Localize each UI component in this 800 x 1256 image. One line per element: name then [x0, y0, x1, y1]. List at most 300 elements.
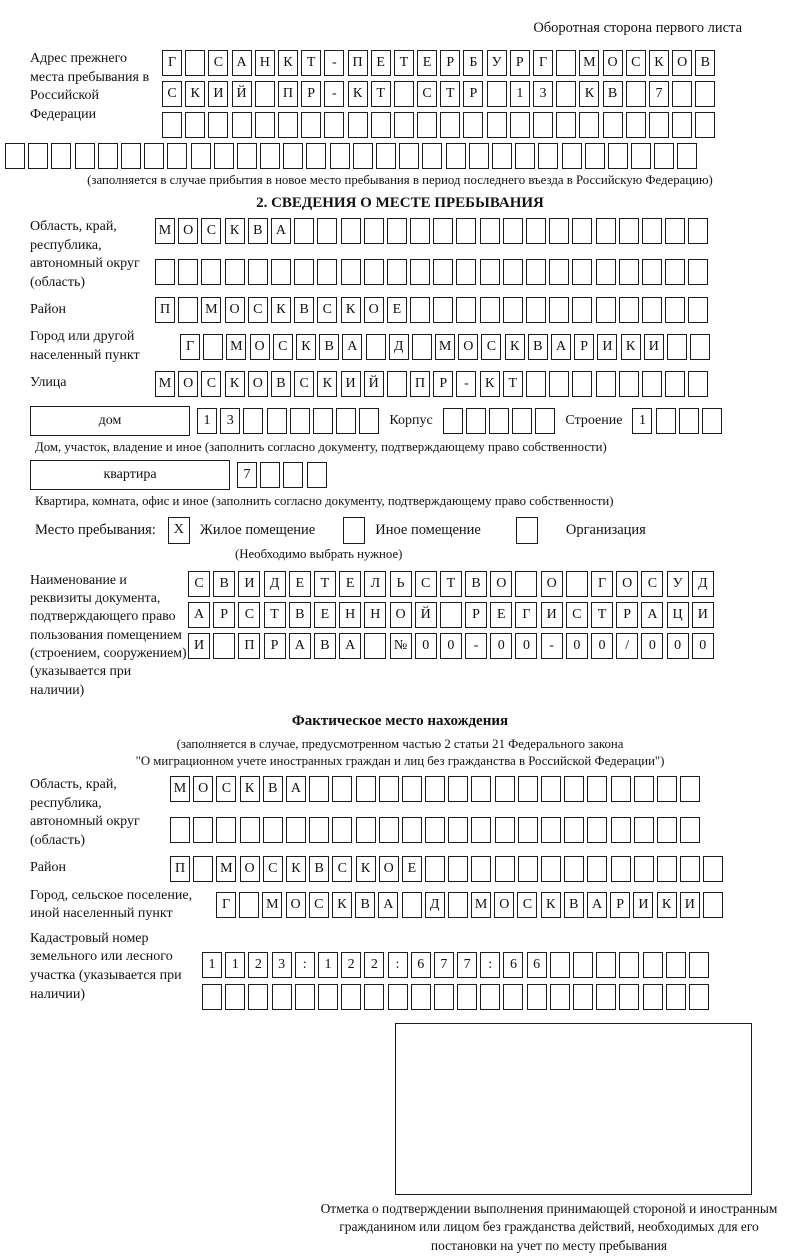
form-cell[interactable]: С	[216, 776, 236, 802]
form-cell[interactable]: 1	[225, 952, 245, 978]
form-cell[interactable]	[634, 856, 654, 882]
form-cell[interactable]	[566, 571, 588, 597]
form-cell[interactable]: Т	[301, 50, 321, 76]
form-cell[interactable]: Р	[433, 371, 453, 397]
form-cell[interactable]	[364, 633, 386, 659]
form-cell[interactable]	[657, 817, 677, 843]
form-cell[interactable]	[379, 776, 399, 802]
form-cell[interactable]	[387, 218, 407, 244]
form-cell[interactable]: 1	[510, 81, 530, 107]
form-cell[interactable]	[203, 334, 223, 360]
form-cell[interactable]: Г	[515, 602, 537, 628]
form-cell[interactable]	[202, 984, 222, 1010]
form-cell[interactable]	[348, 112, 368, 138]
form-cell[interactable]: Е	[402, 856, 422, 882]
form-cell[interactable]	[596, 952, 616, 978]
form-cell[interactable]	[446, 143, 466, 169]
form-cell[interactable]: В	[528, 334, 548, 360]
form-cell[interactable]	[572, 218, 592, 244]
form-cell[interactable]	[666, 984, 686, 1010]
form-cell[interactable]: А	[286, 776, 306, 802]
form-cell[interactable]: Е	[314, 602, 336, 628]
form-cell[interactable]: А	[271, 218, 291, 244]
form-cell[interactable]: 0	[515, 633, 537, 659]
form-cell[interactable]: К	[185, 81, 205, 107]
form-cell[interactable]: В	[564, 892, 584, 918]
form-cell[interactable]: -	[324, 81, 344, 107]
form-cell[interactable]: Е	[339, 571, 361, 597]
form-cell[interactable]	[690, 334, 710, 360]
form-cell[interactable]: С	[641, 571, 663, 597]
form-cell[interactable]: О	[250, 334, 270, 360]
form-cell[interactable]: К	[657, 892, 677, 918]
form-cell[interactable]	[619, 952, 639, 978]
form-cell[interactable]: С	[188, 571, 210, 597]
form-cell[interactable]: О	[379, 856, 399, 882]
form-cell[interactable]	[471, 817, 491, 843]
form-cell[interactable]: Р	[574, 334, 594, 360]
form-cell[interactable]: С	[517, 892, 537, 918]
form-cell[interactable]	[649, 112, 669, 138]
form-cell[interactable]	[562, 143, 582, 169]
form-cell[interactable]	[526, 297, 546, 323]
form-cell[interactable]	[341, 984, 361, 1010]
form-cell[interactable]	[309, 776, 329, 802]
form-cell[interactable]	[260, 143, 280, 169]
form-cell[interactable]: О	[603, 50, 623, 76]
form-cell[interactable]	[579, 112, 599, 138]
form-cell[interactable]: С	[201, 371, 221, 397]
form-cell[interactable]	[410, 297, 430, 323]
form-cell[interactable]: А	[188, 602, 210, 628]
form-cell[interactable]: М	[155, 218, 175, 244]
form-cell[interactable]: В	[309, 856, 329, 882]
form-cell[interactable]: :	[480, 952, 500, 978]
form-cell[interactable]: П	[348, 50, 368, 76]
form-cell[interactable]	[167, 143, 187, 169]
form-cell[interactable]: Л	[364, 571, 386, 597]
form-cell[interactable]	[301, 112, 321, 138]
form-cell[interactable]	[549, 259, 569, 285]
form-cell[interactable]: Г	[162, 50, 182, 76]
form-cell[interactable]: С	[263, 856, 283, 882]
form-cell[interactable]	[665, 371, 685, 397]
form-cell[interactable]: :	[295, 952, 315, 978]
form-cell[interactable]: М	[170, 776, 190, 802]
form-cell[interactable]	[564, 776, 584, 802]
form-cell[interactable]: О	[178, 371, 198, 397]
form-cell[interactable]	[443, 408, 463, 434]
form-cell[interactable]: П	[278, 81, 298, 107]
form-cell[interactable]: Г	[533, 50, 553, 76]
form-cell[interactable]	[271, 259, 291, 285]
form-cell[interactable]: К	[541, 892, 561, 918]
form-cell[interactable]	[394, 112, 414, 138]
form-cell[interactable]: 3	[272, 952, 292, 978]
form-cell[interactable]	[611, 776, 631, 802]
form-cell[interactable]	[503, 984, 523, 1010]
form-cell[interactable]: Т	[591, 602, 613, 628]
form-cell[interactable]: С	[208, 50, 228, 76]
form-cell[interactable]	[425, 817, 445, 843]
form-cell[interactable]: Д	[389, 334, 409, 360]
form-cell[interactable]	[596, 218, 616, 244]
form-cell[interactable]: К	[296, 334, 316, 360]
form-cell[interactable]: О	[458, 334, 478, 360]
form-cell[interactable]	[503, 259, 523, 285]
form-cell[interactable]	[191, 143, 211, 169]
form-cell[interactable]: В	[271, 371, 291, 397]
form-cell[interactable]	[572, 297, 592, 323]
form-cell[interactable]	[364, 259, 384, 285]
form-cell[interactable]	[456, 218, 476, 244]
form-cell[interactable]: О	[541, 571, 563, 597]
form-cell[interactable]	[267, 408, 287, 434]
form-cell[interactable]: Г	[216, 892, 236, 918]
form-cell[interactable]	[634, 776, 654, 802]
form-cell[interactable]	[533, 112, 553, 138]
form-cell[interactable]	[572, 259, 592, 285]
form-cell[interactable]	[463, 112, 483, 138]
form-cell[interactable]	[433, 297, 453, 323]
form-cell[interactable]	[359, 408, 379, 434]
form-cell[interactable]: О	[286, 892, 306, 918]
form-cell[interactable]: О	[672, 50, 692, 76]
form-cell[interactable]	[412, 334, 432, 360]
form-cell[interactable]	[549, 371, 569, 397]
form-cell[interactable]	[448, 776, 468, 802]
form-cell[interactable]	[541, 776, 561, 802]
form-cell[interactable]	[515, 143, 535, 169]
form-cell[interactable]: М	[579, 50, 599, 76]
form-cell[interactable]	[364, 984, 384, 1010]
form-cell[interactable]	[518, 776, 538, 802]
form-cell[interactable]	[185, 112, 205, 138]
form-cell[interactable]	[492, 143, 512, 169]
form-cell[interactable]: К	[317, 371, 337, 397]
form-cell[interactable]	[535, 408, 555, 434]
form-cell[interactable]: К	[348, 81, 368, 107]
form-cell[interactable]: И	[597, 334, 617, 360]
form-cell[interactable]: Д	[425, 892, 445, 918]
form-cell[interactable]	[402, 817, 422, 843]
form-cell[interactable]: 0	[591, 633, 613, 659]
form-cell[interactable]: 0	[667, 633, 689, 659]
form-cell[interactable]	[178, 259, 198, 285]
form-cell[interactable]	[290, 408, 310, 434]
form-cell[interactable]	[353, 143, 373, 169]
form-cell[interactable]: Б	[463, 50, 483, 76]
form-cell[interactable]	[263, 817, 283, 843]
form-cell[interactable]: М	[435, 334, 455, 360]
form-cell[interactable]: А	[587, 892, 607, 918]
form-cell[interactable]: А	[378, 892, 398, 918]
form-cell[interactable]: К	[332, 892, 352, 918]
form-cell[interactable]	[388, 984, 408, 1010]
form-cell[interactable]	[260, 462, 280, 488]
form-cell[interactable]	[356, 776, 376, 802]
form-cell[interactable]: 3	[220, 408, 240, 434]
stay-type-checkbox-residential[interactable]: X	[168, 517, 190, 544]
form-cell[interactable]	[688, 371, 708, 397]
form-cell[interactable]	[587, 856, 607, 882]
form-cell[interactable]	[666, 952, 686, 978]
form-cell[interactable]	[387, 259, 407, 285]
form-cell[interactable]	[489, 408, 509, 434]
form-cell[interactable]	[225, 984, 245, 1010]
form-cell[interactable]	[657, 776, 677, 802]
form-cell[interactable]	[626, 112, 646, 138]
form-cell[interactable]	[237, 143, 257, 169]
form-cell[interactable]: К	[480, 371, 500, 397]
form-cell[interactable]	[526, 218, 546, 244]
form-cell[interactable]	[480, 297, 500, 323]
form-cell[interactable]	[702, 408, 722, 434]
form-cell[interactable]: И	[644, 334, 664, 360]
form-cell[interactable]: П	[155, 297, 175, 323]
form-cell[interactable]	[239, 892, 259, 918]
form-cell[interactable]	[28, 143, 48, 169]
form-cell[interactable]	[121, 143, 141, 169]
form-cell[interactable]: М	[201, 297, 221, 323]
form-cell[interactable]: М	[471, 892, 491, 918]
form-cell[interactable]	[306, 143, 326, 169]
form-cell[interactable]: С	[162, 81, 182, 107]
form-cell[interactable]	[185, 50, 205, 76]
form-cell[interactable]	[425, 856, 445, 882]
form-cell[interactable]	[371, 112, 391, 138]
form-cell[interactable]	[336, 408, 356, 434]
form-cell[interactable]: О	[225, 297, 245, 323]
form-cell[interactable]	[225, 259, 245, 285]
form-cell[interactable]	[469, 143, 489, 169]
form-cell[interactable]: 0	[566, 633, 588, 659]
form-cell[interactable]	[440, 112, 460, 138]
form-cell[interactable]	[317, 259, 337, 285]
form-cell[interactable]: С	[294, 371, 314, 397]
form-cell[interactable]	[526, 371, 546, 397]
form-cell[interactable]	[341, 259, 361, 285]
form-cell[interactable]: 0	[440, 633, 462, 659]
form-cell[interactable]	[550, 984, 570, 1010]
form-cell[interactable]: Й	[232, 81, 252, 107]
form-cell[interactable]: 0	[641, 633, 663, 659]
form-cell[interactable]: К	[225, 371, 245, 397]
form-cell[interactable]	[295, 984, 315, 1010]
form-cell[interactable]	[324, 112, 344, 138]
form-cell[interactable]: 1	[197, 408, 217, 434]
form-cell[interactable]: С	[238, 602, 260, 628]
form-cell[interactable]	[379, 817, 399, 843]
form-cell[interactable]	[422, 143, 442, 169]
form-cell[interactable]	[411, 984, 431, 1010]
form-cell[interactable]	[611, 856, 631, 882]
form-cell[interactable]: В	[213, 571, 235, 597]
form-cell[interactable]: О	[616, 571, 638, 597]
form-cell[interactable]	[643, 952, 663, 978]
form-cell[interactable]	[283, 143, 303, 169]
form-cell[interactable]: М	[226, 334, 246, 360]
form-cell[interactable]	[272, 984, 292, 1010]
form-cell[interactable]: В	[314, 633, 336, 659]
form-cell[interactable]: Ц	[667, 602, 689, 628]
form-cell[interactable]	[232, 112, 252, 138]
form-cell[interactable]: А	[551, 334, 571, 360]
form-cell[interactable]: Р	[616, 602, 638, 628]
form-cell[interactable]: Е	[490, 602, 512, 628]
form-cell[interactable]	[619, 259, 639, 285]
form-cell[interactable]	[448, 892, 468, 918]
form-cell[interactable]	[330, 143, 350, 169]
form-cell[interactable]: М	[216, 856, 236, 882]
form-cell[interactable]: Т	[440, 571, 462, 597]
form-cell[interactable]: У	[487, 50, 507, 76]
form-cell[interactable]: П	[170, 856, 190, 882]
form-cell[interactable]: Т	[314, 571, 336, 597]
form-cell[interactable]	[654, 143, 674, 169]
form-cell[interactable]	[587, 817, 607, 843]
form-cell[interactable]: Р	[264, 633, 286, 659]
form-cell[interactable]	[466, 408, 486, 434]
form-cell[interactable]	[448, 856, 468, 882]
form-cell[interactable]	[556, 112, 576, 138]
form-cell[interactable]: С	[481, 334, 501, 360]
form-cell[interactable]	[155, 259, 175, 285]
form-cell[interactable]	[503, 218, 523, 244]
form-cell[interactable]	[503, 297, 523, 323]
form-cell[interactable]: 7	[434, 952, 454, 978]
form-cell[interactable]: И	[541, 602, 563, 628]
form-cell[interactable]	[425, 776, 445, 802]
form-cell[interactable]	[549, 297, 569, 323]
form-cell[interactable]: О	[193, 776, 213, 802]
form-cell[interactable]	[410, 259, 430, 285]
form-cell[interactable]	[642, 218, 662, 244]
form-cell[interactable]	[526, 259, 546, 285]
form-cell[interactable]	[456, 297, 476, 323]
form-cell[interactable]: О	[248, 371, 268, 397]
form-cell[interactable]: С	[248, 297, 268, 323]
form-cell[interactable]	[596, 371, 616, 397]
form-cell[interactable]: В	[263, 776, 283, 802]
form-cell[interactable]: 2	[248, 952, 268, 978]
form-cell[interactable]: Р	[301, 81, 321, 107]
form-cell[interactable]: И	[238, 571, 260, 597]
form-cell[interactable]: Е	[289, 571, 311, 597]
form-cell[interactable]	[255, 81, 275, 107]
form-cell[interactable]	[480, 984, 500, 1010]
form-cell[interactable]	[307, 462, 327, 488]
form-cell[interactable]	[51, 143, 71, 169]
form-cell[interactable]	[341, 218, 361, 244]
form-cell[interactable]: 0	[692, 633, 714, 659]
form-cell[interactable]	[75, 143, 95, 169]
form-cell[interactable]: И	[680, 892, 700, 918]
form-cell[interactable]	[332, 817, 352, 843]
form-cell[interactable]	[538, 143, 558, 169]
form-cell[interactable]	[433, 259, 453, 285]
form-cell[interactable]	[248, 259, 268, 285]
form-cell[interactable]: С	[332, 856, 352, 882]
form-cell[interactable]	[457, 984, 477, 1010]
form-cell[interactable]	[213, 633, 235, 659]
form-cell[interactable]	[619, 297, 639, 323]
form-cell[interactable]: 0	[415, 633, 437, 659]
form-cell[interactable]: П	[410, 371, 430, 397]
form-cell[interactable]	[332, 776, 352, 802]
form-cell[interactable]	[495, 817, 515, 843]
form-cell[interactable]: И	[633, 892, 653, 918]
form-cell[interactable]	[665, 218, 685, 244]
form-cell[interactable]	[688, 297, 708, 323]
form-cell[interactable]	[512, 408, 532, 434]
form-cell[interactable]	[619, 218, 639, 244]
form-cell[interactable]: Т	[394, 50, 414, 76]
form-cell[interactable]: У	[667, 571, 689, 597]
form-cell[interactable]	[5, 143, 25, 169]
form-cell[interactable]	[656, 408, 676, 434]
form-cell[interactable]	[495, 776, 515, 802]
form-cell[interactable]	[564, 856, 584, 882]
form-cell[interactable]: К	[271, 297, 291, 323]
form-cell[interactable]: С	[309, 892, 329, 918]
form-cell[interactable]: В	[603, 81, 623, 107]
form-cell[interactable]	[688, 259, 708, 285]
form-cell[interactable]	[402, 892, 422, 918]
form-cell[interactable]	[487, 112, 507, 138]
form-cell[interactable]: -	[541, 633, 563, 659]
form-cell[interactable]: Т	[440, 81, 460, 107]
form-cell[interactable]	[549, 218, 569, 244]
form-cell[interactable]: Д	[692, 571, 714, 597]
form-cell[interactable]: А	[342, 334, 362, 360]
form-cell[interactable]	[170, 817, 190, 843]
form-cell[interactable]	[178, 297, 198, 323]
form-cell[interactable]	[208, 112, 228, 138]
form-cell[interactable]: 6	[503, 952, 523, 978]
form-cell[interactable]	[619, 984, 639, 1010]
form-cell[interactable]: И	[341, 371, 361, 397]
form-cell[interactable]: К	[505, 334, 525, 360]
form-cell[interactable]: И	[692, 602, 714, 628]
form-cell[interactable]: С	[273, 334, 293, 360]
form-cell[interactable]: П	[238, 633, 260, 659]
form-cell[interactable]: К	[356, 856, 376, 882]
form-cell[interactable]	[387, 371, 407, 397]
form-cell[interactable]	[689, 952, 709, 978]
form-cell[interactable]: В	[248, 218, 268, 244]
form-cell[interactable]	[680, 817, 700, 843]
form-cell[interactable]	[643, 984, 663, 1010]
form-cell[interactable]: М	[262, 892, 282, 918]
form-cell[interactable]: -	[465, 633, 487, 659]
form-cell[interactable]: С	[566, 602, 588, 628]
form-cell[interactable]	[243, 408, 263, 434]
form-cell[interactable]: Й	[364, 371, 384, 397]
form-cell[interactable]: К	[225, 218, 245, 244]
form-cell[interactable]: В	[294, 297, 314, 323]
form-cell[interactable]	[573, 984, 593, 1010]
form-cell[interactable]: Р	[463, 81, 483, 107]
form-cell[interactable]	[376, 143, 396, 169]
form-cell[interactable]: О	[490, 571, 512, 597]
form-cell[interactable]	[550, 952, 570, 978]
form-cell[interactable]: 1	[318, 952, 338, 978]
stay-type-checkbox-organization[interactable]	[516, 517, 538, 544]
form-cell[interactable]	[402, 776, 422, 802]
form-cell[interactable]	[680, 776, 700, 802]
form-cell[interactable]: Т	[371, 81, 391, 107]
